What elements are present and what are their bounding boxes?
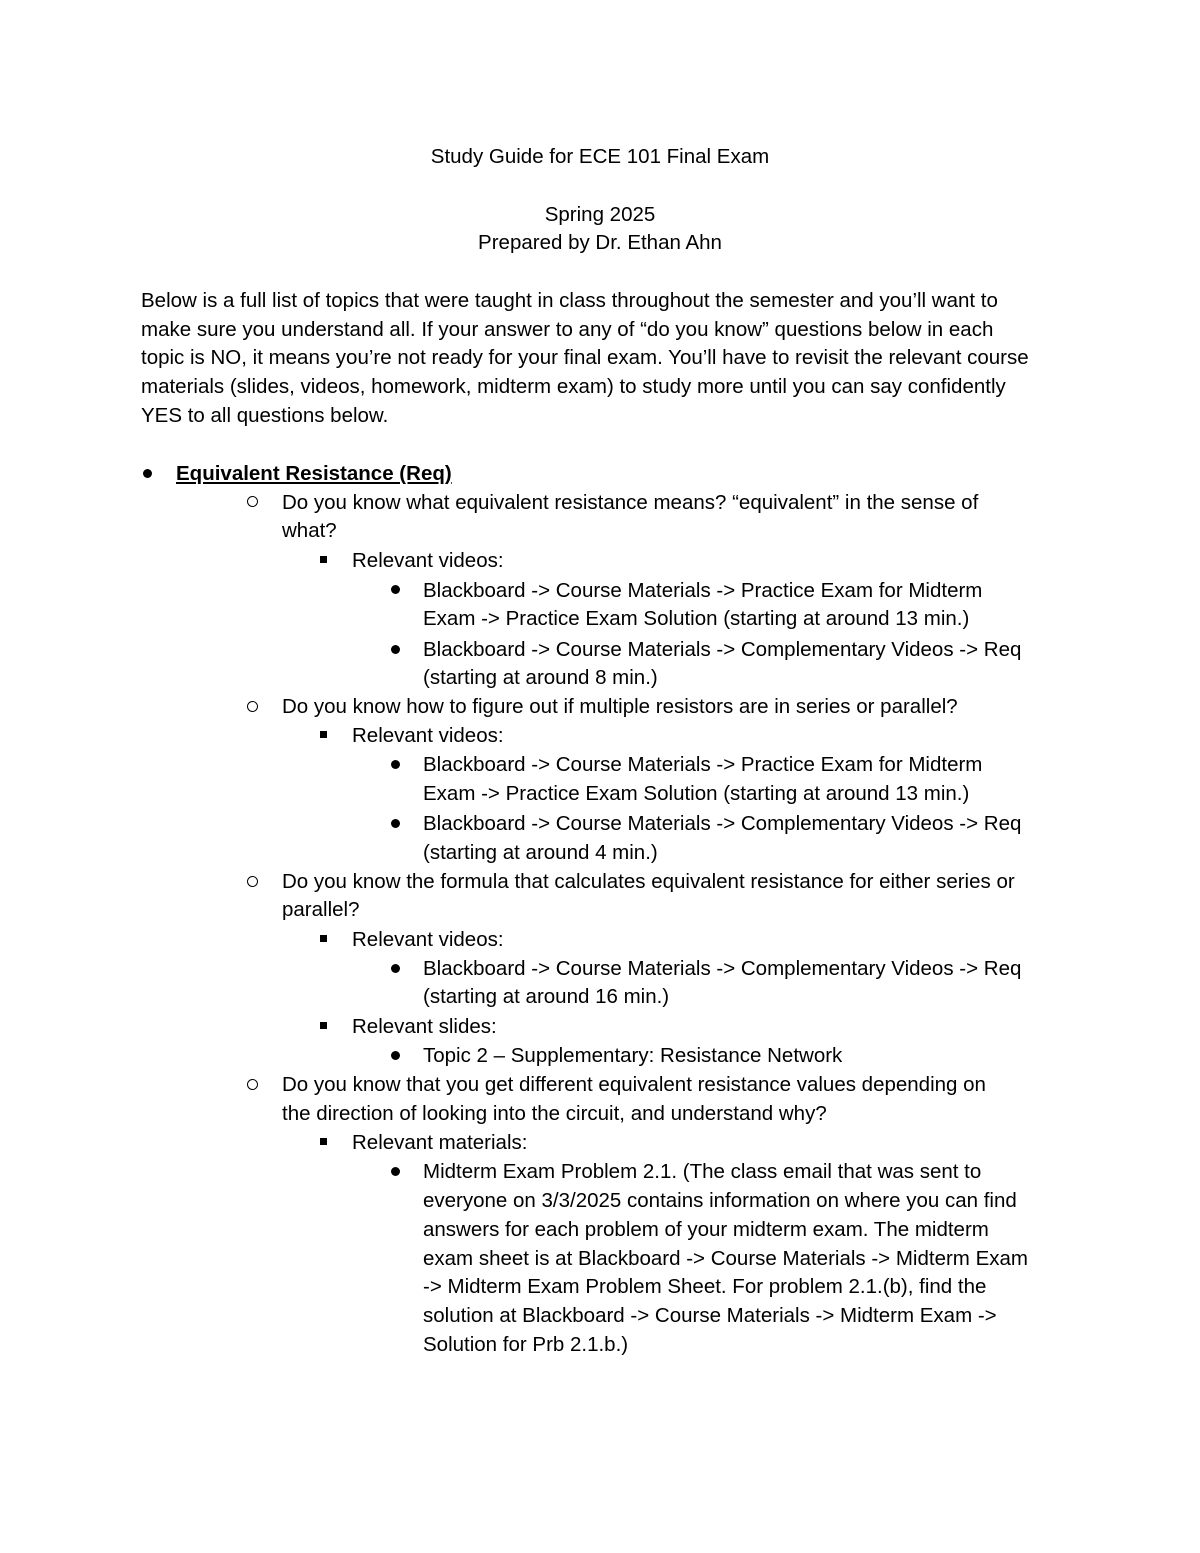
q2-relevant-label: Relevant videos: — [352, 724, 504, 747]
q4-relevant-label: Relevant materials: — [352, 1131, 528, 1154]
bullet-disc-icon — [391, 585, 400, 594]
q3-relevant-videos-label: Relevant videos: — [352, 928, 504, 951]
intro-line: make sure you understand all. If your answer to any of “do you know” questions below in each — [141, 318, 994, 341]
bullet-square-icon — [320, 556, 327, 563]
intro-line: topic is NO, it means you’re not ready for your final exam. You’ll have to revisit the relevant course — [141, 346, 1029, 369]
q2-item-1-line: Exam -> Practice Exam Solution (starting at around 13 min.) — [423, 782, 970, 805]
bullet-circle-icon — [247, 496, 258, 507]
q1-item-2-line: (starting at around 8 min.) — [423, 666, 658, 689]
intro-line: materials (slides, videos, homework, midterm exam) to study more until you can say confidently — [141, 375, 1006, 398]
question-4-line: the direction of looking into the circuit, and understand why? — [282, 1102, 827, 1125]
q1-item-1-line: Blackboard -> Course Materials -> Practice Exam for Midterm — [423, 579, 983, 602]
q2-item-2-line: (starting at around 4 min.) — [423, 841, 658, 864]
q3-item-2-line: Topic 2 – Supplementary: Resistance Network — [423, 1044, 843, 1067]
bullet-square-icon — [320, 731, 327, 738]
question-1-line: what? — [282, 519, 337, 542]
q2-item-1-line: Blackboard -> Course Materials -> Practice Exam for Midterm — [423, 753, 983, 776]
bullet-disc-icon — [391, 964, 400, 973]
bullet-square-icon — [320, 1022, 327, 1029]
bullet-disc-icon — [391, 819, 400, 828]
question-1-line: Do you know what equivalent resistance means? “equivalent” in the sense of — [282, 491, 979, 514]
bullet-circle-icon — [247, 701, 258, 712]
topic-heading: Equivalent Resistance (Req) — [176, 462, 452, 485]
question-4-line: Do you know that you get different equivalent resistance values depending on — [282, 1073, 986, 1096]
bullet-disc-icon — [391, 645, 400, 654]
q4-item-1-line: answers for each problem of your midterm exam. The midterm — [423, 1218, 989, 1241]
semester-line: Spring 2025 — [544, 203, 656, 226]
bullet-disc-icon — [391, 1051, 400, 1060]
q1-item-1-line: Exam -> Practice Exam Solution (starting at around 13 min.) — [423, 607, 970, 630]
q3-relevant-slides-label: Relevant slides: — [352, 1015, 497, 1038]
question-3-line: Do you know the formula that calculates equivalent resistance for either series or — [282, 870, 1015, 893]
q3-item-1-line: Blackboard -> Course Materials -> Complementary Videos -> Req — [423, 957, 1022, 980]
bullet-circle-icon — [247, 1079, 258, 1090]
question-3-line: parallel? — [282, 898, 360, 921]
intro-line: YES to all questions below. — [141, 404, 389, 427]
bullet-disc-icon — [391, 760, 400, 769]
bullet-disc-icon — [391, 1167, 400, 1176]
q2-item-2-line: Blackboard -> Course Materials -> Complementary Videos -> Req — [423, 812, 1022, 835]
q4-item-1-line: exam sheet is at Blackboard -> Course Materials -> Midterm Exam — [423, 1247, 1028, 1270]
document-title: Study Guide for ECE 101 Final Exam — [430, 145, 770, 168]
question-2-line: Do you know how to figure out if multiple resistors are in series or parallel? — [282, 695, 958, 718]
q4-item-1-line: Midterm Exam Problem 2.1. (The class email that was sent to — [423, 1160, 982, 1183]
q4-item-1-line: everyone on 3/3/2025 contains information on where you can find — [423, 1189, 1017, 1212]
q4-item-1-line: Solution for Prb 2.1.b.) — [423, 1333, 629, 1356]
q4-item-1-line: -> Midterm Exam Problem Sheet. For problem 2.1.(b), find the — [423, 1275, 987, 1298]
q1-item-2-line: Blackboard -> Course Materials -> Complementary Videos -> Req — [423, 638, 1022, 661]
q3-item-1-line: (starting at around 16 min.) — [423, 985, 670, 1008]
intro-line: Below is a full list of topics that were taught in class throughout the semester and you’ll want to — [141, 289, 998, 312]
bullet-square-icon — [320, 1138, 327, 1145]
bullet-disc-icon — [143, 469, 152, 478]
bullet-circle-icon — [247, 876, 258, 887]
q4-item-1-line: solution at Blackboard -> Course Materials -> Midterm Exam -> — [423, 1304, 997, 1327]
author-line: Prepared by Dr. Ethan Ahn — [478, 231, 722, 254]
q1-relevant-label: Relevant videos: — [352, 549, 504, 572]
bullet-square-icon — [320, 935, 327, 942]
